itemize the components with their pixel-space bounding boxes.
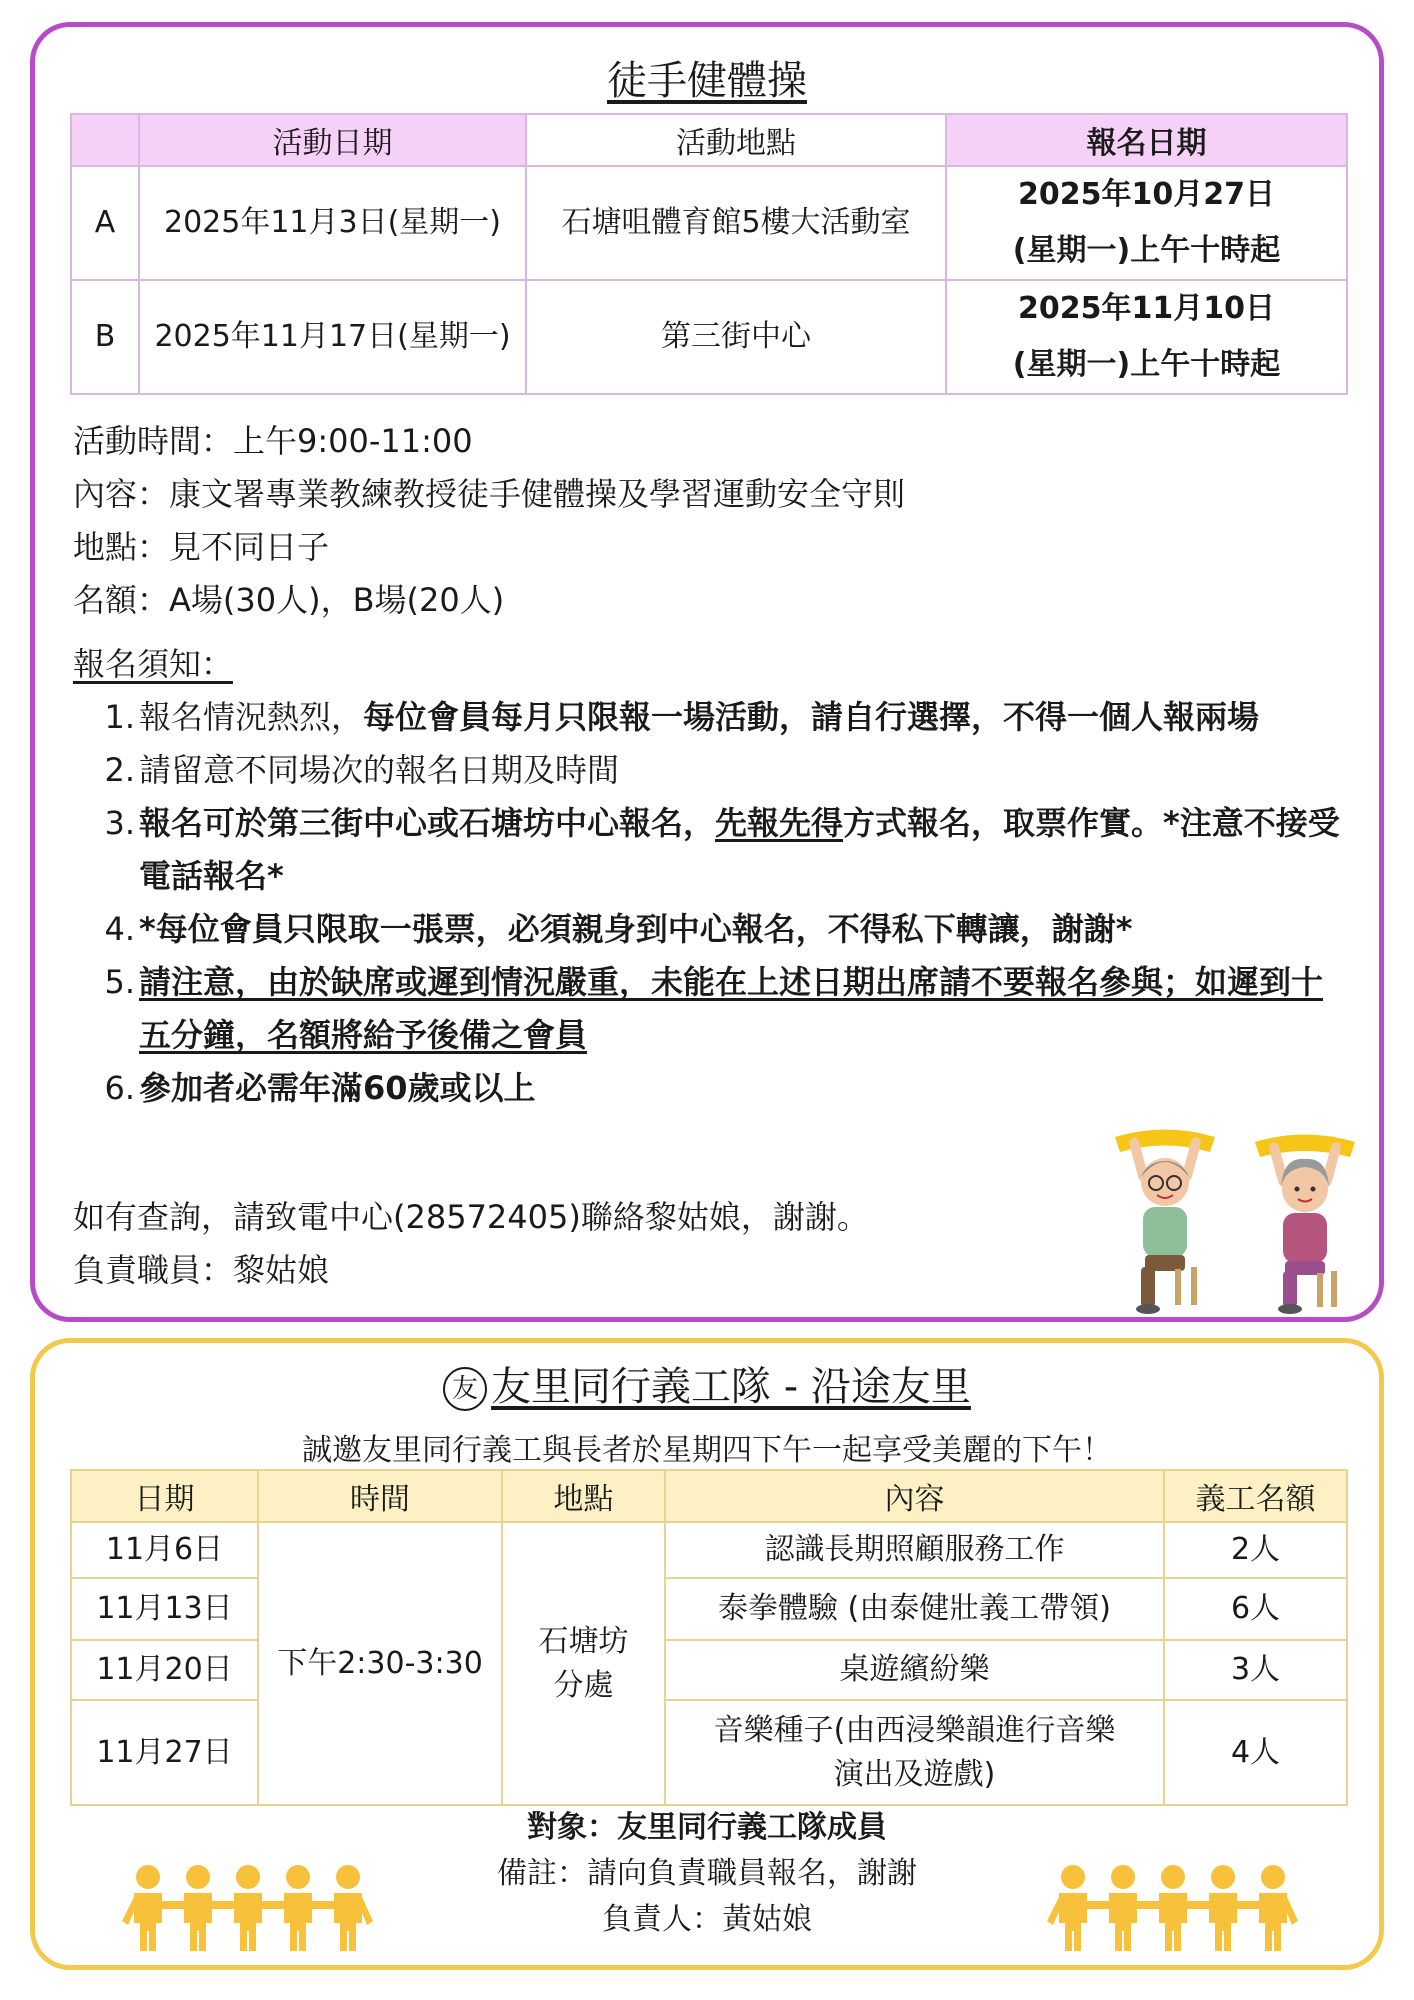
registration-date bbox=[946, 280, 1347, 394]
session-location: 石塘咀體育館5樓大活動室 bbox=[526, 166, 946, 280]
list-item: 3. 報名可於第三街中心或石塘坊中心報名，先報先得方式報名，取票作實。*注意不接受電話報名* bbox=[104, 804, 1340, 895]
volunteer-quota: 3人 bbox=[1164, 1640, 1347, 1700]
contact-line: 如有查詢，請致電中心(28572405)聯絡黎姑娘，謝謝。 bbox=[73, 1198, 869, 1236]
volunteer-content: 桌遊繽紛樂 bbox=[665, 1640, 1164, 1700]
session-date: 2025年11月3日(星期一) bbox=[139, 166, 526, 280]
content-line: 演出及遊戲) bbox=[833, 1756, 996, 1792]
exercise-panel bbox=[30, 22, 1384, 1322]
table-header-cell: 義工名額 bbox=[1164, 1470, 1347, 1522]
table-header-cell bbox=[71, 114, 139, 166]
registration-date-line: 2025年10月27日 bbox=[1018, 177, 1275, 212]
note-text-underline: 先報先得 bbox=[715, 804, 844, 842]
volunteer-date: 11月20日 bbox=[71, 1640, 258, 1700]
info-time: 活動時間：上午9:00-11:00 bbox=[73, 422, 473, 460]
elderly-exercise-illustration bbox=[1105, 1117, 1365, 1317]
exercise-schedule-table bbox=[70, 113, 1348, 395]
volunteer-panel bbox=[30, 1338, 1384, 1970]
volunteer-content bbox=[665, 1700, 1164, 1805]
volunteer-location bbox=[502, 1522, 665, 1805]
list-item: 1. 報名情況熱烈，每位會員每月只限報一場活動，請自行選擇，不得一個人報兩場 bbox=[104, 698, 1260, 736]
target-line: 對象：友里同行義工隊成員 bbox=[527, 1810, 887, 1845]
note-text-bold: 方式報名，取票作實。*注意不接受電話報名* bbox=[139, 804, 1340, 895]
list-item: 6. 參加者必需年滿60歲或以上 bbox=[97, 1062, 1347, 1115]
table-header-cell: 地點 bbox=[502, 1470, 665, 1522]
note-text-bold-underline: 請注意，由於缺席或遲到情況嚴重，未能在上述日期出席請不要報名參與；如遲到十五分鐘，名額將給予後備之會員 bbox=[139, 963, 1324, 1054]
list-item: 2. 請留意不同場次的報名日期及時間 bbox=[97, 744, 1347, 797]
table-header-row bbox=[71, 1470, 1347, 1522]
notice-title: 報名須知： bbox=[73, 645, 234, 683]
notice-list bbox=[97, 691, 1347, 1115]
volunteer-subtitle: 誠邀友里同行義工與長者於星期四下午一起享受美麗的下午！ bbox=[302, 1433, 1112, 1468]
volunteer-content: 認識長期照顧服務工作 bbox=[665, 1522, 1164, 1578]
table-row bbox=[71, 280, 1347, 394]
table-header-cell: 報名日期 bbox=[946, 114, 1347, 166]
table-header-cell: 時間 bbox=[258, 1470, 502, 1522]
list-item: 5. 請注意，由於缺席或遲到情況嚴重，未能在上述日期出席請不要報名參與；如遲到十五分鐘，名額將給予後備之會員 bbox=[97, 956, 1347, 1062]
volunteer-time: 下午2:30-3:30 bbox=[258, 1522, 502, 1805]
staff-line: 負責職員：黎姑娘 bbox=[73, 1251, 330, 1289]
table-header-cell: 活動地點 bbox=[526, 114, 946, 166]
volunteer-schedule-table bbox=[70, 1469, 1348, 1806]
registration-date-line: 2025年11月10日 bbox=[1018, 291, 1275, 326]
location-line: 分處 bbox=[553, 1667, 614, 1703]
session-id: A bbox=[71, 166, 139, 280]
location-line: 石塘坊 bbox=[538, 1623, 629, 1659]
volunteer-date: 11月6日 bbox=[71, 1522, 258, 1578]
volunteer-title-text: 友里同行義工隊 - 沿途友里 bbox=[491, 1364, 971, 1410]
note-text-bold: 報名可於第三街中心或石塘坊中心報名， bbox=[139, 804, 716, 842]
info-location: 地點：見不同日子 bbox=[73, 528, 330, 566]
registration-date-line: (星期一)上午十時起 bbox=[1012, 347, 1281, 382]
table-header-cell: 日期 bbox=[71, 1470, 258, 1522]
volunteer-quota: 6人 bbox=[1164, 1578, 1347, 1640]
volunteer-date: 11月13日 bbox=[71, 1578, 258, 1640]
info-content: 內容：康文署專業教練教授徒手健體操及學習運動安全守則 bbox=[73, 475, 906, 513]
activity-info bbox=[73, 415, 905, 627]
table-row bbox=[71, 166, 1347, 280]
person-in-charge-line: 負責人：黃姑娘 bbox=[602, 1902, 812, 1937]
note-text-bold: 參加者必需年滿60歲或以上 bbox=[139, 1069, 536, 1107]
volunteer-quota: 2人 bbox=[1164, 1522, 1347, 1578]
table-row bbox=[71, 1522, 1347, 1578]
exercise-title: 徒手健體操 bbox=[607, 58, 807, 104]
session-location: 第三街中心 bbox=[526, 280, 946, 394]
info-quota: 名額：A場(30人)，B場(20人) bbox=[73, 581, 505, 619]
list-item: 4. *每位會員只限取一張票，必須親身到中心報名，不得私下轉讓，謝謝* bbox=[97, 903, 1347, 956]
session-id: B bbox=[71, 280, 139, 394]
note-text: 請留意不同場次的報名日期及時間 bbox=[139, 751, 620, 789]
contact-info bbox=[73, 1191, 869, 1297]
note-text-bold: *每位會員只限取一張票，必須親身到中心報名，不得私下轉讓，謝謝* bbox=[139, 910, 1133, 948]
volunteer-title bbox=[35, 1355, 1379, 1412]
note-text-bold: 每位會員每月只限報一場活動，請自行選擇，不得一個人報兩場 bbox=[363, 698, 1260, 736]
people-chain-icon bbox=[120, 1863, 375, 1953]
content-line: 音樂種子(由西浸樂韻進行音樂 bbox=[713, 1712, 1116, 1748]
people-chain-icon bbox=[1045, 1863, 1300, 1953]
registration-date bbox=[946, 166, 1347, 280]
table-header-cell: 活動日期 bbox=[139, 114, 526, 166]
table-header-cell: 內容 bbox=[665, 1470, 1164, 1522]
table-header-row bbox=[71, 114, 1347, 166]
volunteer-content: 泰拳體驗 (由泰健壯義工帶領) bbox=[665, 1578, 1164, 1640]
registration-date-line: (星期一)上午十時起 bbox=[1012, 233, 1281, 268]
volunteer-date: 11月27日 bbox=[71, 1700, 258, 1805]
note-text: 報名情況熱烈， bbox=[139, 698, 364, 736]
volunteer-quota: 4人 bbox=[1164, 1700, 1347, 1805]
session-date: 2025年11月17日(星期一) bbox=[139, 280, 526, 394]
friend-badge-icon: 友 bbox=[443, 1367, 487, 1411]
remark-line: 備註：請向負責職員報名，謝謝 bbox=[497, 1856, 917, 1891]
